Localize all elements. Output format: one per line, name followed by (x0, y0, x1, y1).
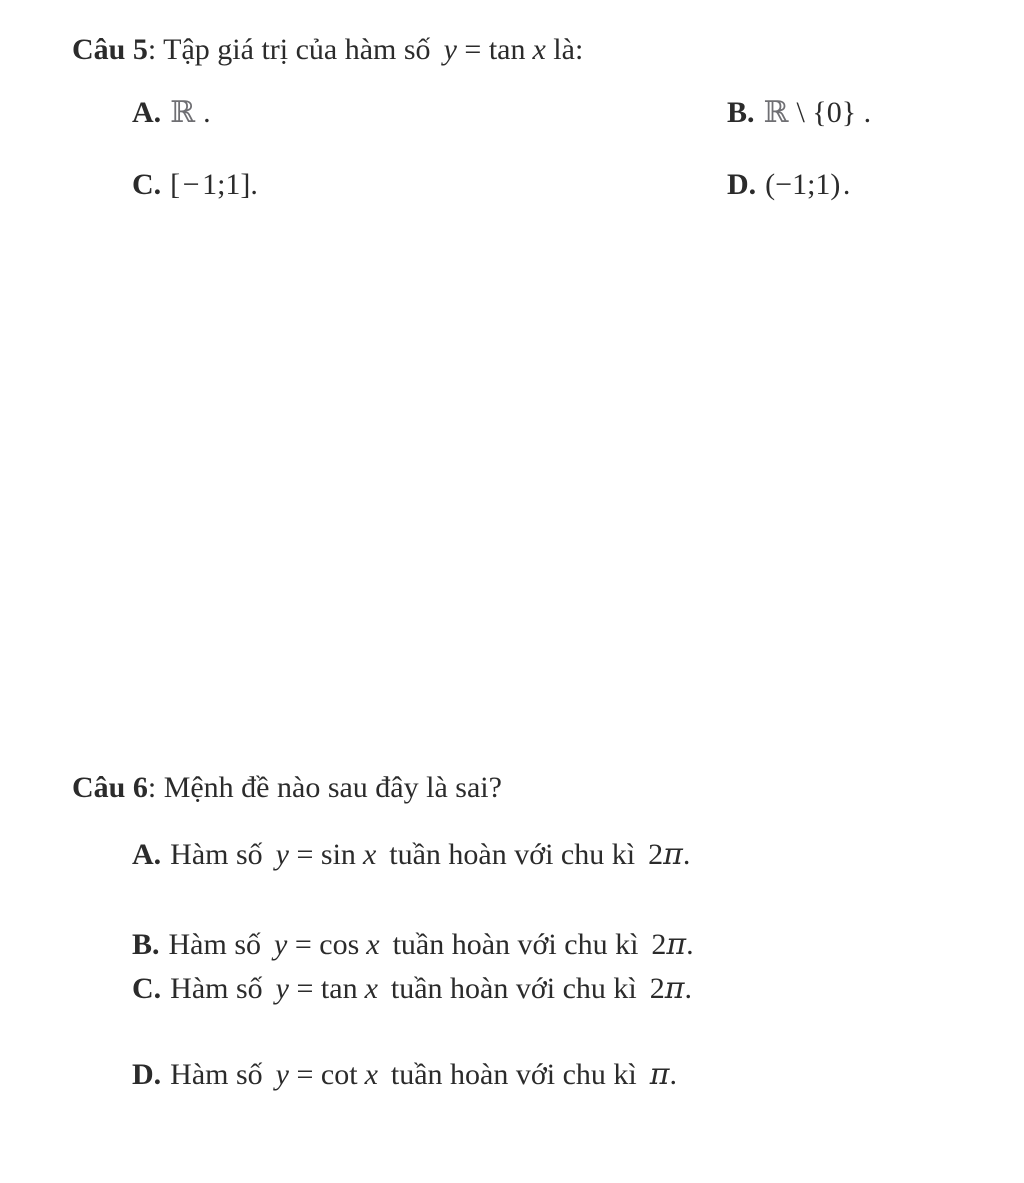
option-c-cau5[interactable] (132, 164, 727, 206)
option-a-text: ℝ . (170, 95, 211, 130)
option-a-letter: A. (132, 838, 162, 871)
question-5-label: Câu 5 (72, 33, 148, 66)
option-b-text: Hàm số y = cos x tuần hoàn với chu kì 2π. (168, 927, 694, 962)
option-a-cau6[interactable] (132, 834, 1024, 876)
option-d-text: (−1;1) . (765, 168, 851, 201)
option-c-text: [ − 1;1]. (170, 168, 258, 201)
option-row-cd (132, 164, 1024, 236)
option-row-ab (132, 92, 1024, 164)
option-a-letter: A. (132, 96, 162, 129)
option-a-cau5[interactable] (132, 92, 727, 134)
option-a-text: Hàm số y = sin x tuần hoàn với chu kì 2π. (170, 837, 691, 872)
question-6-options (0, 834, 1024, 1096)
question-5-stem (0, 30, 1024, 70)
question-cau-6 (0, 768, 1024, 1096)
option-b-letter: B. (727, 96, 755, 129)
option-c-letter: C. (132, 972, 162, 1005)
question-6-label: Câu 6 (72, 771, 148, 804)
question-5-options (0, 92, 1024, 236)
question-6-stem-text: : Mệnh đề nào sau đây là sai? (147, 771, 502, 804)
option-c-cau6[interactable] (132, 968, 1024, 1010)
question-5-stem-text: : Tập giá trị của hàm số y = tan x là: (147, 33, 584, 66)
option-d-letter: D. (727, 168, 757, 201)
question-6-stem (0, 768, 1024, 808)
option-b-text: ℝ \ {0} . (763, 95, 872, 130)
option-d-cau5[interactable] (727, 164, 850, 206)
option-d-letter: D. (132, 1058, 162, 1091)
option-c-letter: C. (132, 168, 162, 201)
option-b-cau6[interactable] (132, 924, 1024, 966)
option-b-letter: B. (132, 928, 160, 961)
question-cau-5 (0, 30, 1024, 236)
option-b-cau5[interactable] (727, 92, 871, 134)
option-c-text: Hàm số y = tan x tuần hoàn với chu kì 2π. (170, 971, 692, 1006)
option-d-text: Hàm số y = cot x tuần hoàn với chu kì π. (170, 1057, 677, 1092)
option-d-cau6[interactable] (132, 1054, 1024, 1096)
